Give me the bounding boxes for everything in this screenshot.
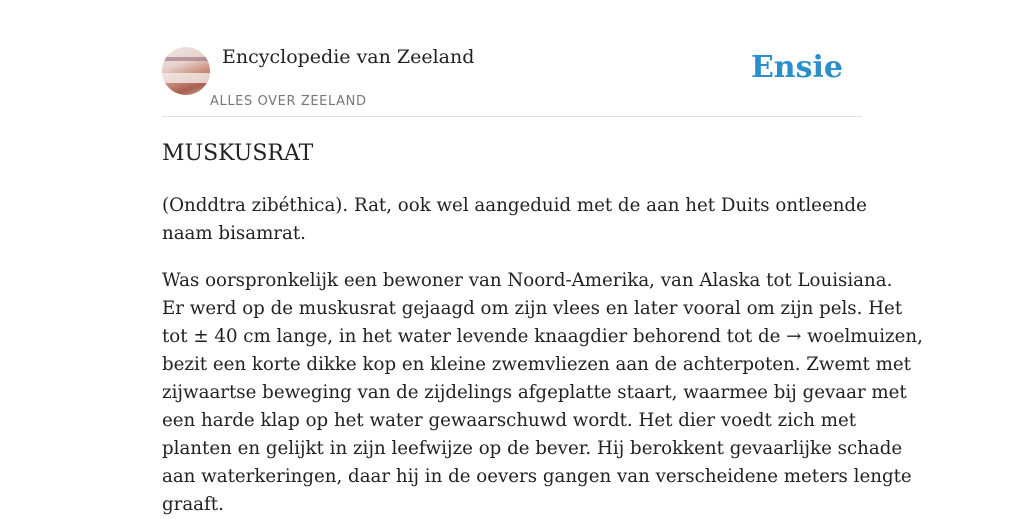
site-avatar[interactable] (162, 47, 210, 95)
page (162, 0, 923, 515)
brand-logo-link[interactable]: Ensie (750, 50, 843, 85)
site-title-link[interactable]: Encyclopedie van Zeeland (222, 46, 475, 68)
paragraph-line: Er werd op de muskusrat gejaagd om zijn vlees en later vooral om zijn pels. Het (162, 298, 903, 319)
site-tagline: ALLES OVER ZEELAND (210, 94, 367, 109)
paragraph-line: graaft. (162, 494, 224, 515)
paragraph-line: (Onddtra zibéthica). Rat, ook wel aangeduid met de aan het Duits ontleende (162, 195, 867, 216)
avatar-decoration (162, 57, 210, 61)
entry-paragraph-2 (162, 267, 923, 519)
paragraph-line: bezit een korte dikke kop en kleine zwemvliezen aan de achterpoten. Zwemt met (162, 354, 911, 375)
paragraph-line: aan waterkeringen, daar hij in de oevers gangen van verscheidene meters lengte (162, 466, 912, 487)
site-header (162, 0, 862, 117)
entry-paragraph-1 (162, 192, 867, 248)
paragraph-line: Was oorspronkelijk een bewoner van Noord-Amerika, van Alaska tot Louisiana. (162, 270, 893, 291)
entry-title: MUSKUSRAT (162, 141, 314, 166)
avatar-decoration (162, 73, 210, 83)
paragraph-line: een harde klap op het water gewaarschuwd wordt. Het dier voedt zich met (162, 410, 857, 431)
paragraph-line: tot ± 40 cm lange, in het water levende knaagdier behorend tot de → woelmuizen, (162, 326, 923, 347)
paragraph-line: zijwaartse beweging van de zijdelings afgeplatte staart, waarmee bij gevaar met (162, 382, 907, 403)
paragraph-line: naam bisamrat. (162, 223, 306, 244)
paragraph-line: planten en gelijkt in zijn leefwijze op de bever. Hij berokkent gevaarlijke schade (162, 438, 903, 459)
